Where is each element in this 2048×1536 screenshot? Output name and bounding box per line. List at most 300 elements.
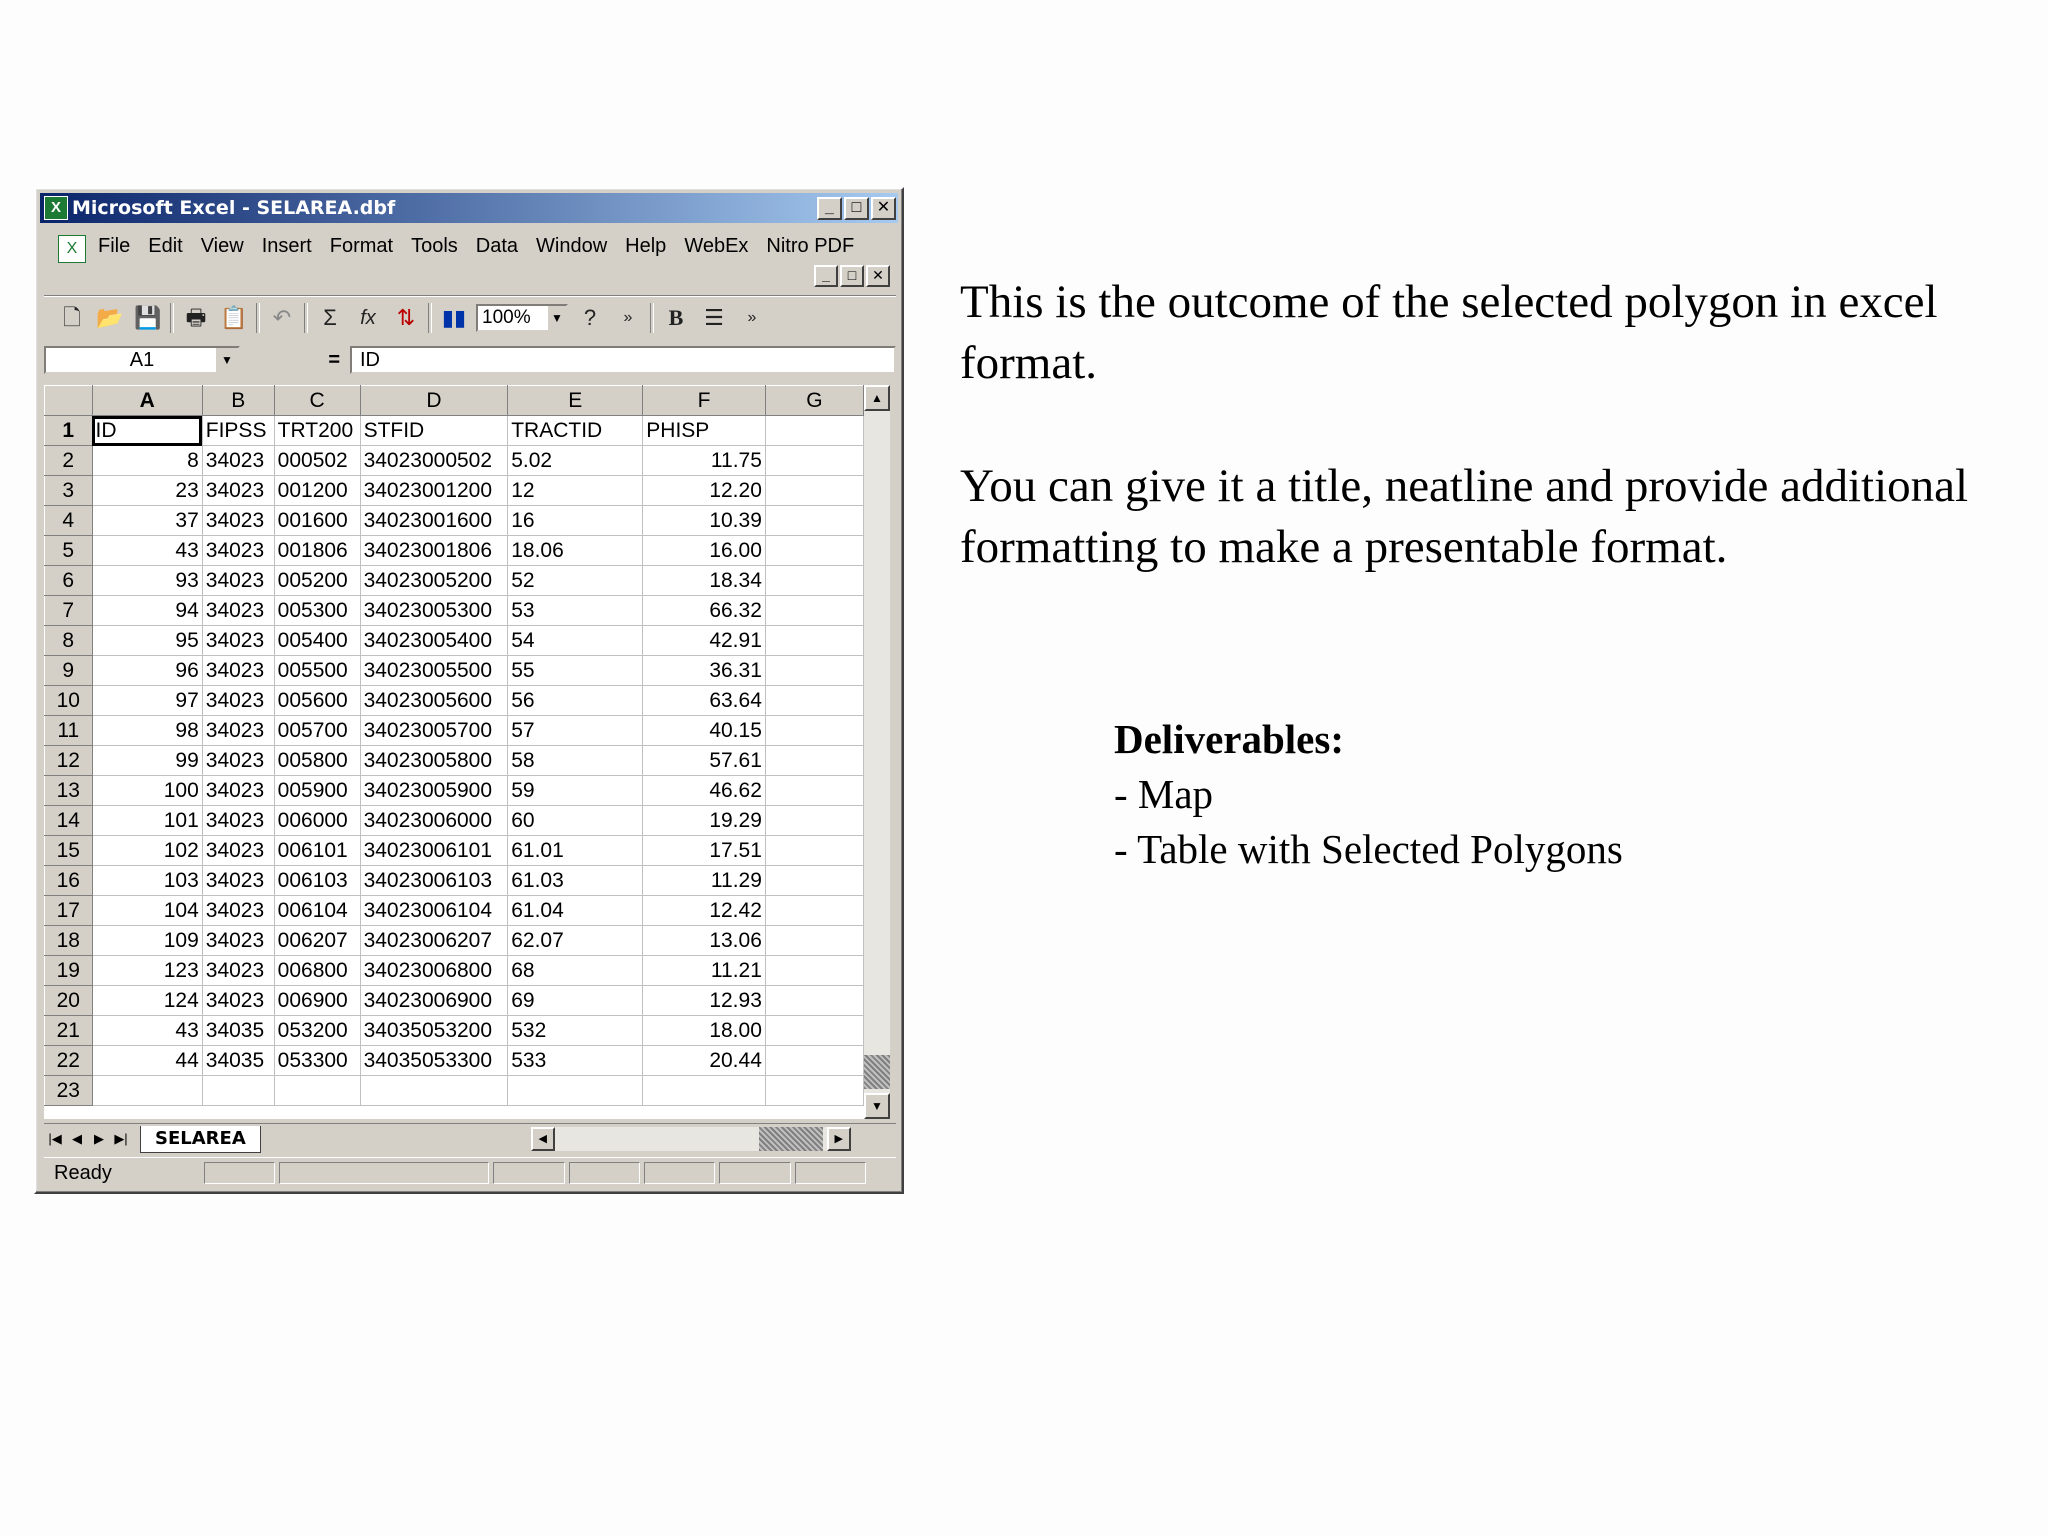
cell-g4[interactable] (765, 506, 863, 536)
cell-g8[interactable] (765, 626, 863, 656)
description-paragraph: This is the outcome of the selected polygon in excel format. (960, 276, 1938, 389)
cell-g10[interactable] (765, 686, 863, 716)
status-panel (719, 1162, 790, 1184)
cell-b1[interactable]: FIPSS (202, 416, 274, 446)
cell-e2[interactable]: 5.02 (508, 446, 643, 476)
cell-g13[interactable] (765, 776, 863, 806)
row-header[interactable]: 20 (45, 986, 93, 1016)
cell-g3[interactable] (765, 476, 863, 506)
bold-button[interactable]: B (668, 304, 684, 330)
table-row (45, 1046, 864, 1076)
cell-e23[interactable] (508, 1076, 643, 1106)
cell-b3[interactable]: 34023 (202, 476, 274, 506)
cell-b21[interactable]: 34035 (202, 1016, 274, 1046)
cell-d1[interactable]: STFID (360, 416, 508, 446)
deliverables-block (1114, 712, 1623, 877)
cell-e9[interactable]: 55 (508, 656, 643, 686)
cell-f23[interactable] (643, 1076, 766, 1106)
cell-f18[interactable]: 13.06 (643, 926, 766, 956)
cell-f21[interactable]: 18.00 (643, 1016, 766, 1046)
cell-f1[interactable]: PHISP (643, 416, 766, 446)
menu-insert[interactable]: Insert (261, 235, 312, 257)
row-header[interactable]: 6 (45, 566, 93, 596)
horizontal-scroll-thumb[interactable] (759, 1127, 823, 1151)
cell-d6[interactable]: 34023005200 (360, 566, 508, 596)
table-row (45, 836, 864, 866)
table-row (45, 866, 864, 896)
column-header-a[interactable]: A (92, 386, 202, 416)
formula-input[interactable]: ID (350, 346, 896, 374)
cell-g12[interactable] (765, 746, 863, 776)
status-panel (279, 1162, 489, 1184)
menu-webex[interactable]: WebEx (684, 235, 749, 257)
vertical-scrollbar[interactable] (864, 385, 890, 1119)
cell-d2[interactable]: 34023000502 (360, 446, 508, 476)
cell-e7[interactable]: 53 (508, 596, 643, 626)
doc-close-button[interactable]: ✕ (866, 265, 890, 287)
cell-a2[interactable]: 8 (92, 446, 202, 476)
cell-f13[interactable]: 46.62 (643, 776, 766, 806)
cell-d11[interactable]: 34023005700 (360, 716, 508, 746)
cell-g2[interactable] (765, 446, 863, 476)
cell-b15[interactable]: 34023 (202, 836, 274, 866)
last-sheet-icon[interactable]: ▶| (114, 1131, 128, 1146)
menu-file[interactable]: File (98, 235, 131, 257)
next-sheet-icon[interactable]: ▶ (94, 1131, 104, 1146)
cell-a17[interactable]: 104 (92, 896, 202, 926)
cell-d10[interactable]: 34023005600 (360, 686, 508, 716)
table-row (45, 716, 864, 746)
cell-e8[interactable]: 54 (508, 626, 643, 656)
cell-f16[interactable]: 11.29 (643, 866, 766, 896)
status-panel (204, 1162, 275, 1184)
cell-f2[interactable]: 11.75 (643, 446, 766, 476)
cell-g1[interactable] (765, 416, 863, 446)
cell-e6[interactable]: 52 (508, 566, 643, 596)
cell-d8[interactable]: 34023005400 (360, 626, 508, 656)
row-header[interactable]: 2 (45, 446, 93, 476)
name-box-value: A1 (129, 349, 155, 371)
cell-e13[interactable]: 59 (508, 776, 643, 806)
title-bar[interactable] (40, 193, 898, 223)
cell-b23[interactable] (202, 1076, 274, 1106)
cell-f15[interactable]: 17.51 (643, 836, 766, 866)
cell-a12[interactable]: 99 (92, 746, 202, 776)
deliverables-heading: Deliverables: (1114, 716, 1344, 762)
row-header[interactable]: 3 (45, 476, 93, 506)
cell-a14[interactable]: 101 (92, 806, 202, 836)
standard-toolbar (44, 295, 896, 339)
cell-e10[interactable]: 56 (508, 686, 643, 716)
toolbar-separator (170, 303, 174, 333)
undo-icon[interactable]: ↶ (272, 304, 292, 330)
cell-e22[interactable]: 533 (508, 1046, 643, 1076)
cell-d16[interactable]: 34023006103 (360, 866, 508, 896)
deliverable-item-table: - Table with Selected Polygons (1114, 826, 1623, 872)
scroll-right-icon[interactable]: ▶ (827, 1127, 851, 1151)
cell-c19[interactable]: 006800 (274, 956, 360, 986)
doc-minimize-button[interactable]: _ (814, 265, 838, 287)
cell-c10[interactable]: 005600 (274, 686, 360, 716)
cell-g21[interactable] (765, 1016, 863, 1046)
cell-d17[interactable]: 34023006104 (360, 896, 508, 926)
cell-c14[interactable]: 006000 (274, 806, 360, 836)
cell-c21[interactable]: 053200 (274, 1016, 360, 1046)
table-row (45, 776, 864, 806)
toolbar-separator (304, 303, 308, 333)
cell-a23[interactable] (92, 1076, 202, 1106)
cell-f5[interactable]: 16.00 (643, 536, 766, 566)
cell-d20[interactable]: 34023006900 (360, 986, 508, 1016)
cell-b11[interactable]: 34023 (202, 716, 274, 746)
cell-b19[interactable]: 34023 (202, 956, 274, 986)
row-header[interactable]: 17 (45, 896, 93, 926)
column-header-d[interactable]: D (360, 386, 508, 416)
menu-items (98, 235, 854, 258)
print-icon[interactable]: 🖶 (185, 304, 207, 330)
scroll-up-icon[interactable]: ▲ (864, 385, 890, 411)
zoom-select[interactable] (476, 304, 568, 332)
cell-a8[interactable]: 95 (92, 626, 202, 656)
cell-c1[interactable]: TRT200 (274, 416, 360, 446)
status-panels (204, 1162, 866, 1184)
doc-restore-button[interactable]: □ (840, 265, 864, 287)
status-text: Ready (54, 1162, 112, 1184)
cell-g11[interactable] (765, 716, 863, 746)
prev-sheet-icon[interactable]: ◀ (72, 1131, 82, 1146)
cell-c13[interactable]: 005900 (274, 776, 360, 806)
formula-bar (44, 345, 896, 375)
cell-a9[interactable]: 96 (92, 656, 202, 686)
row-header[interactable]: 8 (45, 626, 93, 656)
cell-b14[interactable]: 34023 (202, 806, 274, 836)
cell-e1[interactable]: TRACTID (508, 416, 643, 446)
cell-d19[interactable]: 34023006800 (360, 956, 508, 986)
cell-c5[interactable]: 001806 (274, 536, 360, 566)
table-row (45, 1076, 864, 1106)
table-row (45, 626, 864, 656)
cell-d14[interactable]: 34023006000 (360, 806, 508, 836)
window-title: Microsoft Excel - SELAREA.dbf (72, 197, 396, 219)
table-row (45, 806, 864, 836)
chevron-down-icon[interactable]: ▼ (216, 348, 238, 372)
table-row (45, 956, 864, 986)
table-row (45, 656, 864, 686)
cell-b12[interactable]: 34023 (202, 746, 274, 776)
status-panel (644, 1162, 715, 1184)
cell-d23[interactable] (360, 1076, 508, 1106)
cell-a1[interactable]: ID (92, 416, 202, 446)
cell-f10[interactable]: 63.64 (643, 686, 766, 716)
cell-g5[interactable] (765, 536, 863, 566)
cell-g6[interactable] (765, 566, 863, 596)
scroll-thumb[interactable] (864, 1055, 890, 1089)
document-window-controls (814, 265, 892, 287)
table-row (45, 1016, 864, 1046)
paste-icon[interactable]: 📋 (220, 304, 248, 330)
cell-b4[interactable]: 34023 (202, 506, 274, 536)
cell-g19[interactable] (765, 956, 863, 986)
autosum-icon[interactable]: Σ (323, 304, 337, 330)
cell-f22[interactable]: 20.44 (643, 1046, 766, 1076)
cell-b5[interactable]: 34023 (202, 536, 274, 566)
toolbar-options-icon[interactable]: » (623, 308, 633, 326)
cell-a16[interactable]: 103 (92, 866, 202, 896)
cell-d15[interactable]: 34023006101 (360, 836, 508, 866)
deliverable-item-map: - Map (1114, 771, 1214, 817)
cell-a3[interactable]: 23 (92, 476, 202, 506)
menu-help[interactable]: Help (625, 235, 667, 257)
row-header[interactable]: 16 (45, 866, 93, 896)
menu-tools[interactable]: Tools (411, 235, 458, 257)
menu-data[interactable]: Data (475, 235, 519, 257)
row-header[interactable]: 18 (45, 926, 93, 956)
new-icon[interactable]: 🗋 (63, 304, 81, 330)
cell-g23[interactable] (765, 1076, 863, 1106)
row-header[interactable]: 14 (45, 806, 93, 836)
excel-icon: X (44, 196, 68, 220)
status-bar (44, 1157, 896, 1188)
cell-d7[interactable]: 34023005300 (360, 596, 508, 626)
table-row (45, 506, 864, 536)
row-header[interactable]: 11 (45, 716, 93, 746)
cell-c20[interactable]: 006900 (274, 986, 360, 1016)
cell-g18[interactable] (765, 926, 863, 956)
cell-f7[interactable]: 66.32 (643, 596, 766, 626)
cell-b17[interactable]: 34023 (202, 896, 274, 926)
cell-e19[interactable]: 68 (508, 956, 643, 986)
cell-e21[interactable]: 532 (508, 1016, 643, 1046)
cell-b16[interactable]: 34023 (202, 866, 274, 896)
table-row (45, 566, 864, 596)
save-icon[interactable]: 💾 (134, 304, 162, 330)
cell-g9[interactable] (765, 656, 863, 686)
formula-equals[interactable]: = (328, 348, 340, 371)
cell-f11[interactable]: 40.15 (643, 716, 766, 746)
cell-c7[interactable]: 005300 (274, 596, 360, 626)
menu-view[interactable]: View (200, 235, 244, 257)
sort-ascending-icon[interactable]: ⇅ (396, 304, 416, 330)
cell-f6[interactable]: 18.34 (643, 566, 766, 596)
row-header[interactable]: 21 (45, 1016, 93, 1046)
cell-g16[interactable] (765, 866, 863, 896)
cell-e16[interactable]: 61.03 (508, 866, 643, 896)
cell-a10[interactable]: 97 (92, 686, 202, 716)
cell-a5[interactable]: 43 (92, 536, 202, 566)
column-header-e[interactable]: E (508, 386, 643, 416)
row-header[interactable]: 15 (45, 836, 93, 866)
table-row (45, 746, 864, 776)
cell-e12[interactable]: 58 (508, 746, 643, 776)
cell-c12[interactable]: 005800 (274, 746, 360, 776)
cell-c3[interactable]: 001200 (274, 476, 360, 506)
toolbar-separator (256, 303, 260, 333)
row-header[interactable]: 19 (45, 956, 93, 986)
column-header-g[interactable]: G (765, 386, 863, 416)
cell-a20[interactable]: 124 (92, 986, 202, 1016)
status-panel (493, 1162, 564, 1184)
cell-a6[interactable]: 93 (92, 566, 202, 596)
cell-d13[interactable]: 34023005900 (360, 776, 508, 806)
cell-f14[interactable]: 19.29 (643, 806, 766, 836)
open-folder-icon[interactable]: 📂 (96, 304, 124, 330)
help-icon[interactable]: ? (583, 304, 597, 330)
table-row (45, 416, 864, 446)
toolbar-separator (650, 303, 654, 333)
cell-b13[interactable]: 34023 (202, 776, 274, 806)
cell-e3[interactable]: 12 (508, 476, 643, 506)
cell-c18[interactable]: 006207 (274, 926, 360, 956)
function-icon[interactable]: fx (360, 306, 376, 329)
cell-e14[interactable]: 60 (508, 806, 643, 836)
chart-wizard-icon[interactable]: ▮▮ (441, 304, 467, 330)
status-panel (569, 1162, 640, 1184)
cell-g22[interactable] (765, 1046, 863, 1076)
cell-f4[interactable]: 10.39 (643, 506, 766, 536)
cell-f9[interactable]: 36.31 (643, 656, 766, 686)
row-header[interactable]: 7 (45, 596, 93, 626)
cell-f17[interactable]: 12.42 (643, 896, 766, 926)
cell-e5[interactable]: 18.06 (508, 536, 643, 566)
row-header[interactable]: 5 (45, 536, 93, 566)
row-header[interactable]: 10 (45, 686, 93, 716)
cell-e15[interactable]: 61.01 (508, 836, 643, 866)
cell-b10[interactable]: 34023 (202, 686, 274, 716)
cell-f3[interactable]: 12.20 (643, 476, 766, 506)
cell-c15[interactable]: 006101 (274, 836, 360, 866)
cell-b20[interactable]: 34023 (202, 986, 274, 1016)
cell-d12[interactable]: 34023005800 (360, 746, 508, 776)
table-row (45, 986, 864, 1016)
cell-a13[interactable]: 100 (92, 776, 202, 806)
scroll-left-icon[interactable]: ◀ (531, 1127, 555, 1151)
cell-c16[interactable]: 006103 (274, 866, 360, 896)
cell-a15[interactable]: 102 (92, 836, 202, 866)
cell-c4[interactable]: 001600 (274, 506, 360, 536)
toolbar-options-icon[interactable]: » (747, 308, 757, 326)
cell-e4[interactable]: 16 (508, 506, 643, 536)
cell-b22[interactable]: 34035 (202, 1046, 274, 1076)
chevron-down-icon[interactable]: ▼ (548, 306, 566, 330)
cell-b8[interactable]: 34023 (202, 626, 274, 656)
cell-a11[interactable]: 98 (92, 716, 202, 746)
cell-g15[interactable] (765, 836, 863, 866)
cell-c6[interactable]: 005200 (274, 566, 360, 596)
table-row (45, 446, 864, 476)
first-sheet-icon[interactable]: |◀ (48, 1131, 62, 1146)
cell-e18[interactable]: 62.07 (508, 926, 643, 956)
indent-icon[interactable]: ☰ (704, 304, 724, 330)
menu-nitro-pdf[interactable]: Nitro PDF (766, 235, 855, 257)
select-all-corner[interactable] (45, 386, 93, 416)
menu-window[interactable]: Window (536, 235, 608, 257)
cell-d3[interactable]: 34023001200 (360, 476, 508, 506)
cell-c17[interactable]: 006104 (274, 896, 360, 926)
cell-g17[interactable] (765, 896, 863, 926)
cell-g20[interactable] (765, 986, 863, 1016)
cell-c22[interactable]: 053300 (274, 1046, 360, 1076)
row-header[interactable]: 22 (45, 1046, 93, 1076)
cell-f20[interactable]: 12.93 (643, 986, 766, 1016)
formatting-paragraph: You can give it a title, neatline and provide additional formatting to make a presentable format. (960, 460, 1969, 573)
close-button[interactable]: ✕ (871, 197, 896, 220)
maximize-button[interactable]: □ (844, 197, 869, 220)
row-header[interactable]: 4 (45, 506, 93, 536)
column-header-f[interactable]: F (643, 386, 766, 416)
minimize-button[interactable]: _ (817, 197, 842, 220)
document-icon[interactable]: X (58, 235, 86, 263)
cell-b6[interactable]: 34023 (202, 566, 274, 596)
cell-a21[interactable]: 43 (92, 1016, 202, 1046)
row-header[interactable]: 13 (45, 776, 93, 806)
row-header[interactable]: 23 (45, 1076, 93, 1106)
column-header-c[interactable]: C (274, 386, 360, 416)
cell-a7[interactable]: 94 (92, 596, 202, 626)
cell-c2[interactable]: 000502 (274, 446, 360, 476)
worksheet-table (44, 385, 864, 1106)
table-row (45, 926, 864, 956)
table-row (45, 596, 864, 626)
cell-d9[interactable]: 34023005500 (360, 656, 508, 686)
cell-e17[interactable]: 61.04 (508, 896, 643, 926)
cell-d5[interactable]: 34023001806 (360, 536, 508, 566)
cell-c9[interactable]: 005500 (274, 656, 360, 686)
toolbar-separator (428, 303, 432, 333)
cell-d21[interactable]: 34035053200 (360, 1016, 508, 1046)
cell-a4[interactable]: 37 (92, 506, 202, 536)
excel-window (34, 187, 904, 1194)
status-panel (795, 1162, 866, 1184)
sheet-tabs-bar (44, 1123, 896, 1154)
row-header[interactable]: 1 (45, 416, 93, 446)
cell-d22[interactable]: 34035053300 (360, 1046, 508, 1076)
cell-f19[interactable]: 11.21 (643, 956, 766, 986)
cell-b9[interactable]: 34023 (202, 656, 274, 686)
column-header-b[interactable]: B (202, 386, 274, 416)
row-header[interactable]: 9 (45, 656, 93, 686)
cell-b2[interactable]: 34023 (202, 446, 274, 476)
cell-g14[interactable] (765, 806, 863, 836)
table-row (45, 476, 864, 506)
menu-format[interactable]: Format (329, 235, 394, 257)
cell-c11[interactable]: 005700 (274, 716, 360, 746)
table-row (45, 896, 864, 926)
worksheet-grid (44, 385, 864, 1119)
cell-a19[interactable]: 123 (92, 956, 202, 986)
cell-d4[interactable]: 34023001600 (360, 506, 508, 536)
menu-edit[interactable]: Edit (148, 235, 183, 257)
cell-e20[interactable]: 69 (508, 986, 643, 1016)
cell-d18[interactable]: 34023006207 (360, 926, 508, 956)
cell-f12[interactable]: 57.61 (643, 746, 766, 776)
cell-a22[interactable]: 44 (92, 1046, 202, 1076)
name-box[interactable] (44, 346, 240, 374)
scroll-down-icon[interactable]: ▼ (864, 1093, 890, 1119)
cell-g7[interactable] (765, 596, 863, 626)
cell-b18[interactable]: 34023 (202, 926, 274, 956)
cell-b7[interactable]: 34023 (202, 596, 274, 626)
cell-e11[interactable]: 57 (508, 716, 643, 746)
cell-a18[interactable]: 109 (92, 926, 202, 956)
menu-bar (44, 229, 896, 291)
sheet-tab-selarea[interactable]: SELAREA (140, 1126, 261, 1153)
cell-c8[interactable]: 005400 (274, 626, 360, 656)
table-row (45, 536, 864, 566)
horizontal-scrollbar[interactable] (531, 1127, 851, 1151)
cell-f8[interactable]: 42.91 (643, 626, 766, 656)
cell-c23[interactable] (274, 1076, 360, 1106)
row-header[interactable]: 12 (45, 746, 93, 776)
